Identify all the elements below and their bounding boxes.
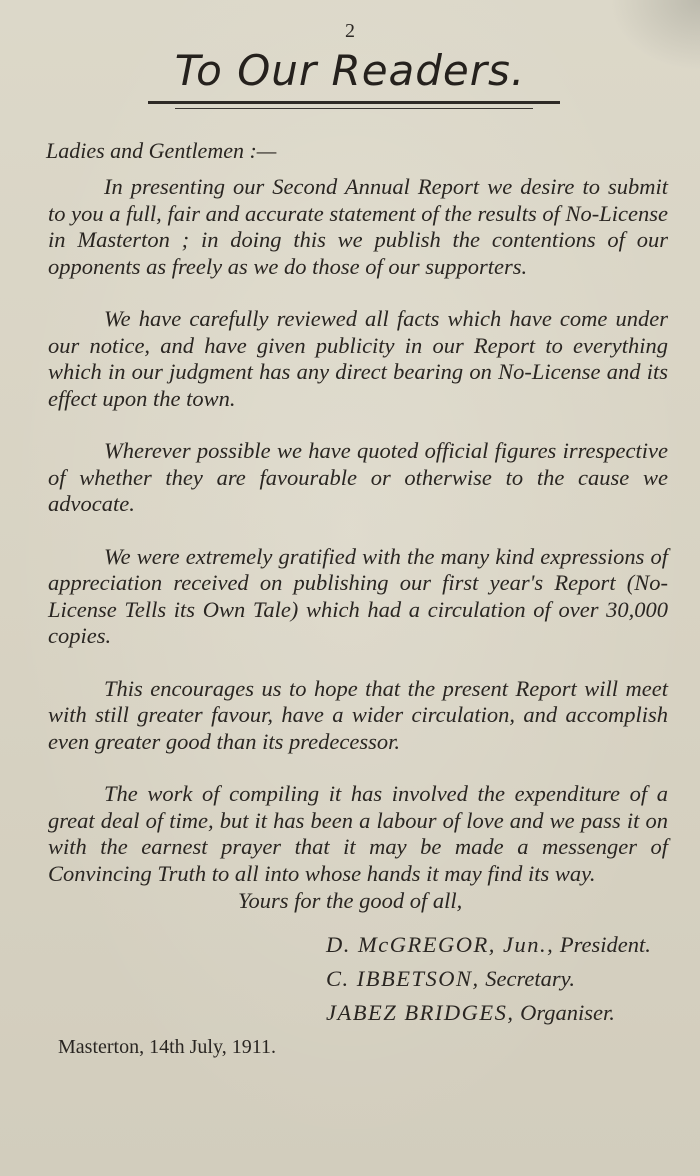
salutation: Ladies and Gentlemen :— [46, 138, 277, 163]
closing-line: Yours for the good of all, [238, 888, 463, 913]
paragraph-4: We were extremely gratified with the many kind expressions of appreciation received on publishing our first year's Report (No-License Tells its Own Tale) which had a circulation of over 30,000 copies. [48, 543, 668, 648]
title-rule-thick [148, 101, 560, 104]
place-date: Masterton, 14th July, 1911. [58, 1036, 276, 1058]
letter-body [48, 174, 668, 887]
signature-name: JABEZ BRIDGES, [326, 1000, 515, 1025]
paragraph-5: This encourages us to hope that the present Report will meet with still greater favour, have a wider circulation, and accomplish even greater good than its predecessor. [48, 675, 668, 754]
signature-organiser [326, 996, 651, 1030]
signature-role: Secretary. [485, 966, 576, 991]
signature-name: D. McGREGOR, Jun., [326, 932, 555, 957]
signature-president [326, 928, 651, 962]
paragraph-2: We have carefully reviewed all facts which have come under our notice, and have given publicity in our Report to everything which in our judgment has any direct bearing on No-License and its effect upon the town. [48, 306, 668, 411]
paragraph-6: The work of compiling it has involved the expenditure of a great deal of time, but it has been a labour of love and we pass it on with the earnest prayer that it may be made a messenger of Convincing Truth to all into whose hands it may find its way. [48, 781, 668, 886]
signature-role: President. [559, 932, 651, 957]
signature-secretary [326, 962, 651, 996]
page-number: 2 [345, 20, 355, 42]
paragraph-3: Wherever possible we have quoted official figures irrespective of whether they are favourable or otherwise to the cause we advocate. [48, 438, 668, 516]
paragraph-1: In presenting our Second Annual Report we desire to submit to you a full, fair and accurate statement of the results of No-License in Masterton ; in doing this we publish the contentions of our opponents as freely as we do those of our supporters. [48, 174, 668, 279]
title-rule-thin [175, 108, 533, 109]
signature-name: C. IBBETSON, [326, 966, 480, 991]
page-title: To Our Readers. [174, 46, 526, 95]
signature-role: Organiser. [520, 1000, 615, 1025]
signature-block [326, 928, 651, 1030]
